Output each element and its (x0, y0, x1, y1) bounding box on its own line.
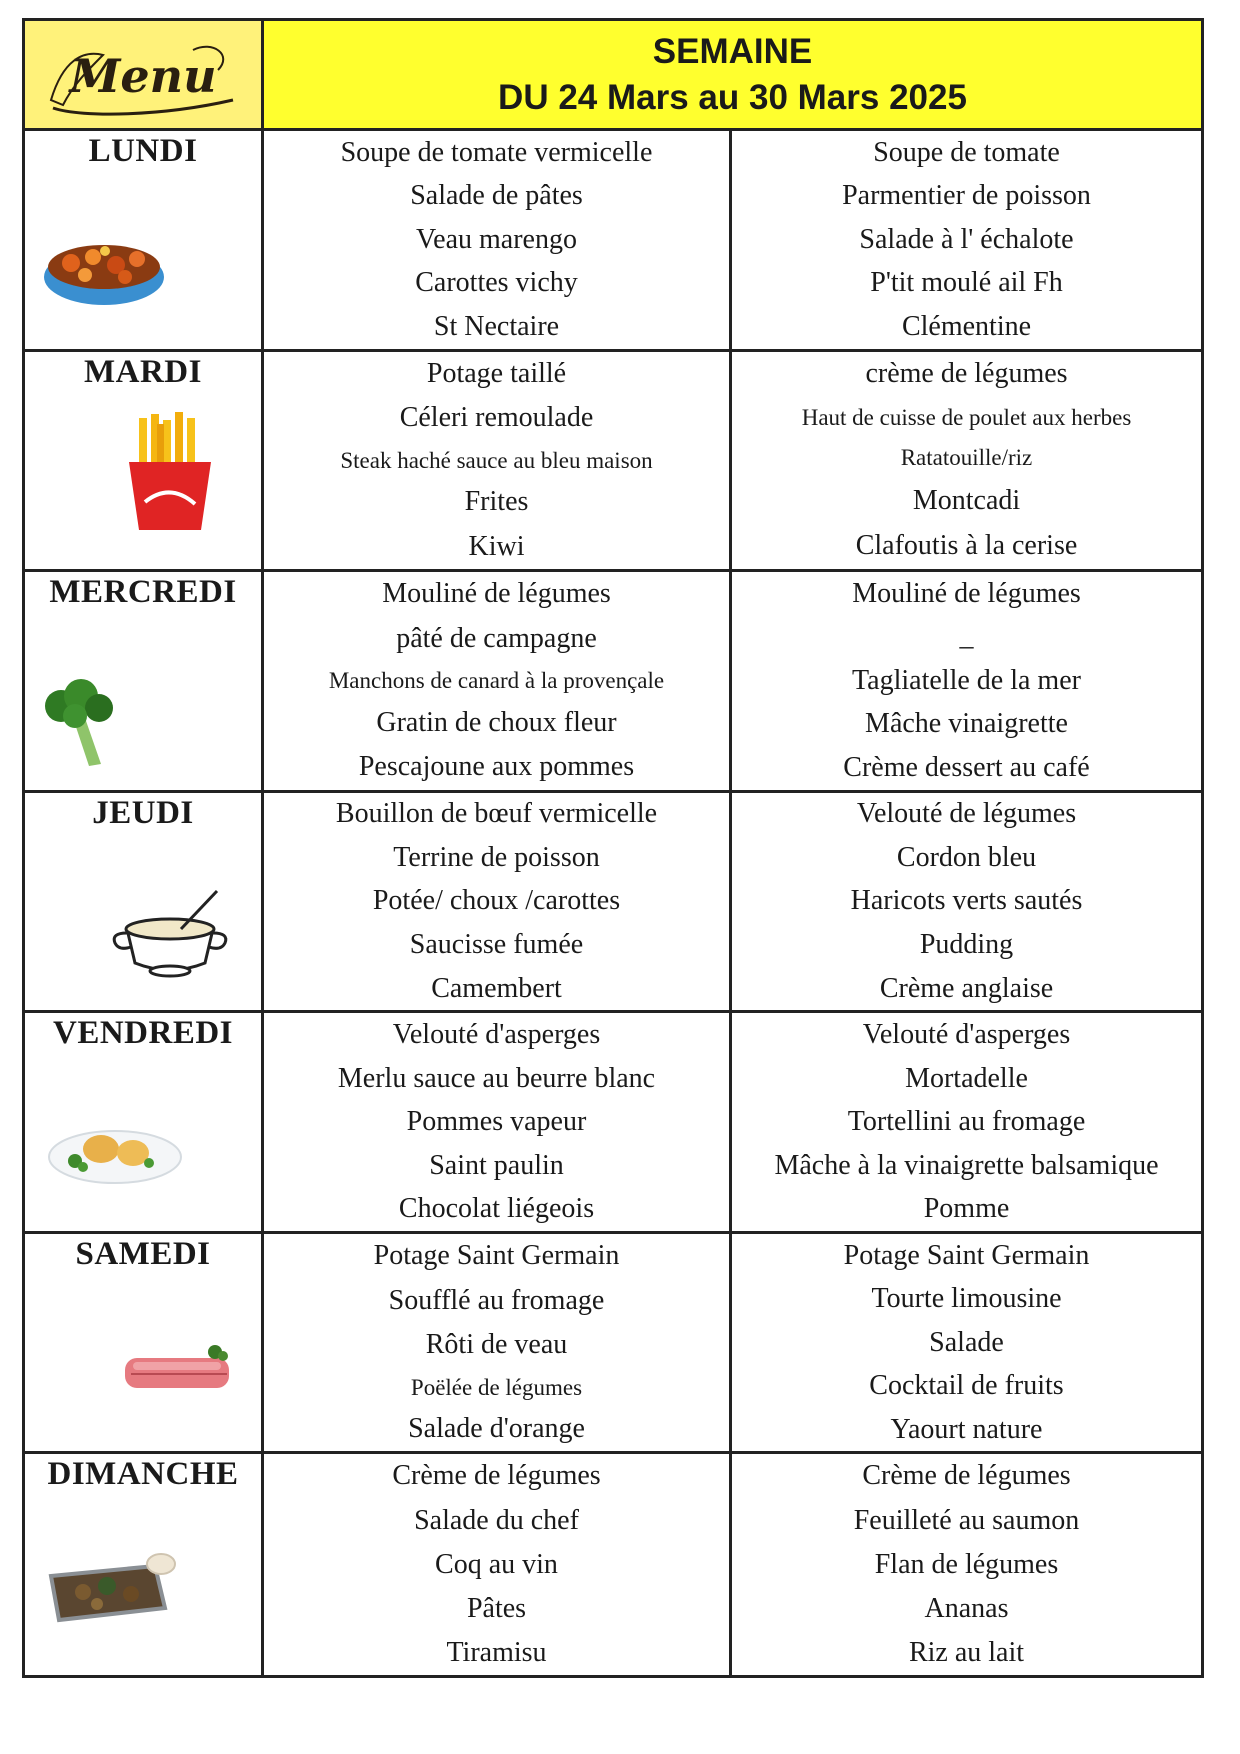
dish: Salade de pâtes (410, 180, 583, 212)
dish: Tagliatelle de la mer (852, 664, 1081, 696)
dish: Frites (464, 486, 529, 518)
dish: crème de légumes (865, 358, 1068, 390)
day-cell-dimanche (25, 1454, 264, 1675)
lunch-menu-mercredi (264, 572, 732, 793)
dish: Céleri remoulade (399, 402, 594, 434)
fish-plate-icon (45, 1113, 185, 1193)
svg-text:Menu: Menu (69, 48, 217, 103)
menu-logo (25, 21, 264, 131)
dish: Haricots verts sautés (850, 885, 1083, 917)
day-name: VENDREDI (52, 1015, 234, 1052)
day-cell-mercredi (25, 572, 264, 793)
dish: Carottes vichy (415, 267, 578, 299)
dish: Crème anglaise (879, 972, 1054, 1004)
soup-tureen-icon (107, 885, 233, 983)
dish: Salade du chef (414, 1504, 579, 1536)
dish: P'tit moulé ail Fh (870, 267, 1063, 299)
dish: Haut de cuisse de poulet aux herbes (801, 404, 1132, 430)
lunch-menu-mardi (264, 352, 732, 573)
dish: Tortellini au fromage (847, 1106, 1086, 1138)
day-name: LUNDI (88, 133, 198, 169)
dish: Riz au lait (908, 1636, 1025, 1668)
dish: Coq au vin (435, 1548, 558, 1580)
dish: Saucisse fumée (409, 929, 584, 960)
dish: Pommes vapeur (406, 1106, 587, 1138)
dish: Velouté d'asperges (862, 1019, 1071, 1051)
dish: Salade (929, 1326, 1004, 1358)
roast-icon (119, 1338, 239, 1402)
dish: Manchons de canard à la provençale (328, 668, 665, 694)
lunch-menu-samedi (264, 1234, 732, 1455)
stew-icon (41, 229, 167, 309)
dish: Soupe de tomate (873, 136, 1060, 168)
dinner-menu-vendredi (732, 1013, 1201, 1234)
day-cell-jeudi (25, 793, 264, 1014)
dish: Potée/ choux /carottes (372, 885, 621, 917)
dish: pâté de campagne (396, 622, 597, 654)
dish: Clafoutis à la cerise (855, 530, 1078, 562)
day-name: MARDI (84, 353, 202, 390)
dinner-menu-jeudi (732, 793, 1201, 1014)
dish: Saint paulin (429, 1149, 564, 1181)
dish: Mouliné de légumes (852, 577, 1081, 609)
fries-icon (125, 412, 215, 532)
day-cell-lundi (25, 131, 264, 352)
broccoli-icon (39, 678, 119, 768)
dish: Veau marengo (416, 223, 577, 255)
header-title: SEMAINE (652, 31, 813, 71)
day-cell-vendredi (25, 1013, 264, 1234)
dish: Terrine de poisson (393, 841, 600, 873)
baking-dish-icon (43, 1546, 183, 1630)
dish: Rôti de veau (425, 1329, 568, 1361)
menu-logo-icon (43, 30, 243, 120)
dish: Mouliné de légumes (382, 578, 611, 610)
day-cell-mardi (25, 352, 264, 573)
lunch-menu-dimanche (264, 1454, 732, 1675)
dish: Cordon bleu (896, 841, 1037, 873)
dish: Crème de légumes (392, 1460, 601, 1492)
dish: Mâche à la vinaigrette balsamique (774, 1149, 1159, 1181)
dish: Potage Saint Germain (373, 1240, 620, 1272)
day-name: SAMEDI (75, 1235, 211, 1272)
dinner-menu-mercredi (732, 572, 1201, 793)
dish: Yaourt nature (890, 1413, 1043, 1445)
dish: St Nectaire (433, 310, 560, 342)
dish: Steak haché sauce au bleu maison (340, 447, 653, 473)
lunch-menu-lundi (264, 131, 732, 352)
dish: Cocktail de fruits (869, 1370, 1064, 1402)
dish: Potage taillé (426, 357, 567, 389)
dish: Flan de légumes (874, 1548, 1059, 1580)
dish: Chocolat liégeois (398, 1193, 595, 1225)
dinner-menu-lundi (732, 131, 1201, 352)
dish: Kiwi (468, 530, 525, 562)
day-name: JEUDI (92, 794, 194, 831)
dish: Crème de légumes (862, 1460, 1071, 1492)
dish: Pâtes (466, 1592, 527, 1624)
dish: Poëlée de légumes (410, 1374, 583, 1400)
dish: Mâche vinaigrette (865, 708, 1068, 740)
dish: Tourte limousine (871, 1283, 1062, 1315)
dish: Merlu sauce au beurre blanc (337, 1062, 656, 1094)
dish: _ (959, 621, 974, 653)
dish: Soupe de tomate vermicelle (340, 136, 653, 168)
dinner-menu-mardi (732, 352, 1201, 573)
dish: Tiramisu (446, 1636, 547, 1668)
dish: Ratatouille/riz (900, 445, 1033, 471)
menu-header (264, 21, 1201, 131)
dish: Clémentine (901, 310, 1032, 342)
dish: Montcadi (912, 484, 1021, 516)
dish: Velouté d'asperges (392, 1019, 601, 1051)
weekly-menu-table (22, 18, 1204, 1678)
dish: Velouté de légumes (856, 798, 1077, 830)
dish: Camembert (431, 972, 562, 1004)
day-name: MERCREDI (49, 574, 237, 611)
header-date-range: DU 24 Mars au 30 Mars 2025 (498, 77, 967, 117)
lunch-menu-vendredi (264, 1013, 732, 1234)
dish: Bouillon de bœuf vermicelle (335, 798, 658, 830)
dish: Potage Saint Germain (843, 1239, 1090, 1271)
lunch-menu-jeudi (264, 793, 732, 1014)
dish: Pescajoune aux pommes (358, 751, 635, 783)
dish: Mortadelle (905, 1062, 1028, 1094)
dish: Feuilleté au saumon (853, 1504, 1080, 1536)
dinner-menu-dimanche (732, 1454, 1201, 1675)
dish: Pudding (919, 929, 1014, 960)
dish: Ananas (924, 1592, 1009, 1624)
day-cell-samedi (25, 1234, 264, 1455)
dish: Pomme (923, 1193, 1010, 1225)
dish: Salade à l' échalote (859, 223, 1074, 255)
dish: Parmentier de poisson (842, 180, 1091, 212)
dish: Gratin de choux fleur (376, 706, 617, 738)
dish: Crème dessert au café (843, 751, 1090, 783)
dish: Salade d'orange (408, 1413, 585, 1445)
dish: Soufflé au fromage (388, 1284, 605, 1316)
day-name: DIMANCHE (47, 1456, 239, 1493)
dinner-menu-samedi (732, 1234, 1201, 1455)
